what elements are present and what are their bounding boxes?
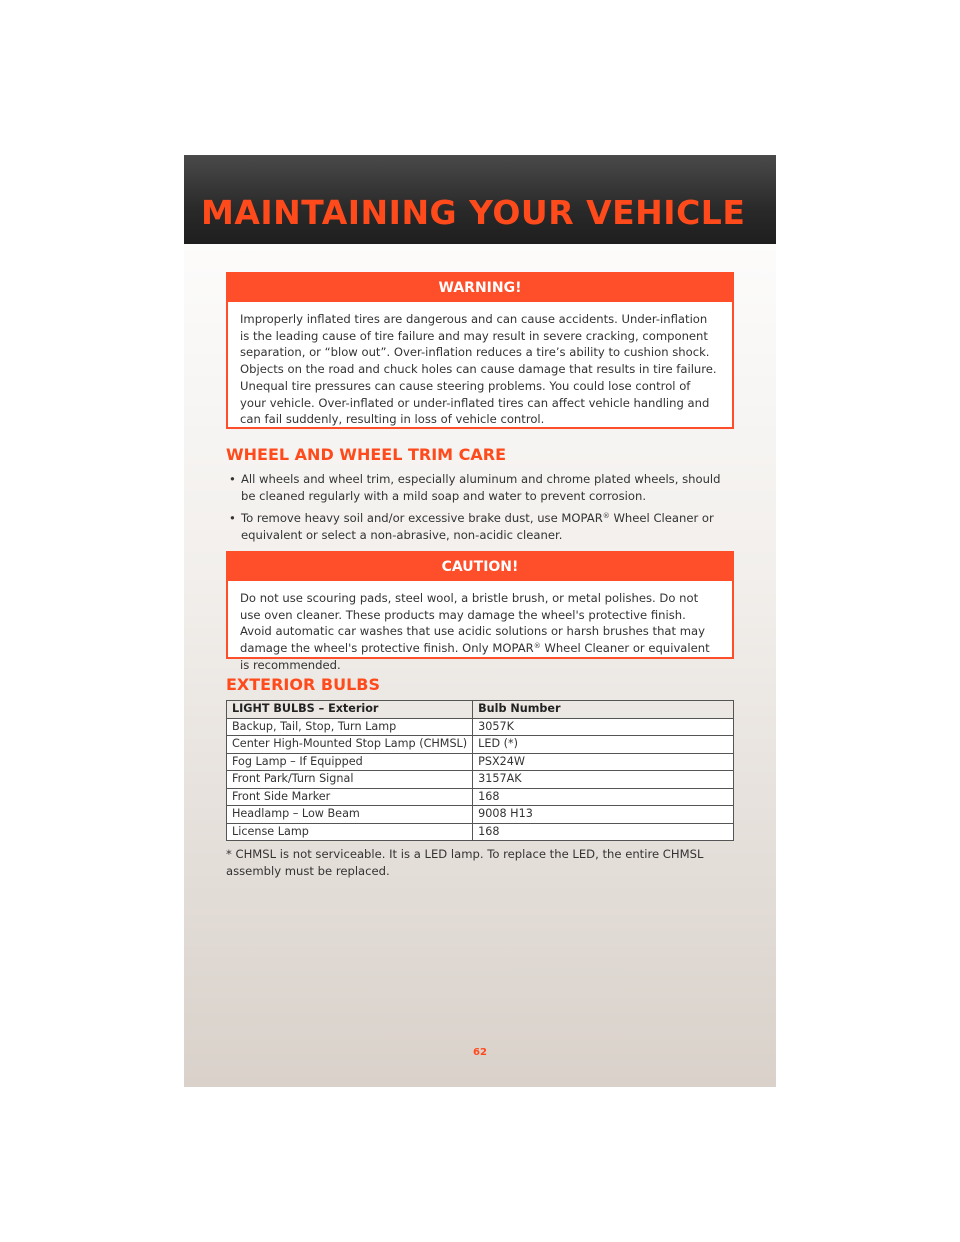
bulb-name-cell: License Lamp bbox=[227, 823, 473, 841]
table-row bbox=[227, 823, 734, 841]
table-row bbox=[227, 788, 734, 806]
chmsl-footnote: * CHMSL is not serviceable. It is a LED lamp. To replace the LED, the entire CHMSL assembly must be replaced. bbox=[226, 847, 704, 878]
caution-heading: CAUTION! bbox=[228, 553, 732, 581]
bulb-table bbox=[226, 700, 734, 841]
wheel-care-list bbox=[226, 471, 736, 549]
bulb-number-cell: PSX24W bbox=[473, 753, 734, 771]
table-row bbox=[227, 771, 734, 789]
caution-box bbox=[226, 551, 734, 672]
column-header-bulb-number: Bulb Number bbox=[473, 701, 734, 719]
caution-text-end: Wheel Cleaner or equivalent is recommended. bbox=[240, 641, 710, 672]
section-header-bar bbox=[184, 155, 776, 244]
list-item-text-start: To remove heavy soil and/or excessive brake dust, use MOPAR bbox=[241, 511, 603, 525]
table-row bbox=[227, 806, 734, 824]
wheel-care-title: WHEEL AND WHEEL TRIM CARE bbox=[226, 445, 507, 464]
bulb-name-cell: Fog Lamp – If Equipped bbox=[227, 753, 473, 771]
table-row bbox=[227, 753, 734, 771]
bullet-icon: • bbox=[229, 511, 236, 525]
page-number: 62 bbox=[473, 1047, 487, 1058]
bulb-name-cell: Front Park/Turn Signal bbox=[227, 771, 473, 789]
registered-mark: ® bbox=[602, 512, 610, 520]
bulb-name-cell: Center High-Mounted Stop Lamp (CHMSL) bbox=[227, 736, 473, 754]
caution-text bbox=[228, 581, 732, 674]
list-item bbox=[226, 510, 736, 543]
registered-mark: ® bbox=[533, 642, 541, 651]
bullet-icon: • bbox=[229, 472, 236, 486]
bulb-number-cell: 9008 H13 bbox=[473, 806, 734, 824]
bulb-number-cell: 3057K bbox=[473, 718, 734, 736]
table-row bbox=[227, 736, 734, 754]
section-title: MAINTAINING YOUR VEHICLE bbox=[201, 193, 746, 232]
caution-text-start: Do not use scouring pads, steel wool, a bristle brush, or metal polishes. Do not use oven cleaner. These products may damage the wheel's protective finish. Avoid automatic car washes that use acidic solutions or harsh brushes that may damage the wheel's protective finish. Only MOPAR bbox=[240, 591, 706, 656]
table-row bbox=[227, 718, 734, 736]
column-header-light-bulbs: LIGHT BULBS – Exterior bbox=[227, 701, 473, 719]
warning-heading: WARNING! bbox=[228, 274, 732, 302]
list-item-text: All wheels and wheel trim, especially aluminum and chrome plated wheels, should be cleaned regularly with a mild soap and water to prevent corrosion. bbox=[241, 472, 721, 503]
bulb-number-cell: 168 bbox=[473, 788, 734, 806]
bulb-number-cell: 168 bbox=[473, 823, 734, 841]
list-item-text-end: Wheel Cleaner or equivalent or select a non-abrasive, non-acidic cleaner. bbox=[241, 511, 714, 542]
bulb-number-cell: LED (*) bbox=[473, 736, 734, 754]
bulb-number-cell: 3157AK bbox=[473, 771, 734, 789]
bulb-name-cell: Backup, Tail, Stop, Turn Lamp bbox=[227, 718, 473, 736]
bulb-name-cell: Front Side Marker bbox=[227, 788, 473, 806]
warning-box bbox=[226, 272, 734, 429]
exterior-bulbs-title: EXTERIOR BULBS bbox=[226, 675, 380, 694]
table-header-row bbox=[227, 701, 734, 719]
list-item bbox=[226, 471, 736, 504]
manual-page bbox=[184, 155, 776, 1087]
bulb-name-cell: Headlamp – Low Beam bbox=[227, 806, 473, 824]
warning-text: Improperly inflated tires are dangerous and can cause accidents. Under-inflation is the leading cause of tire failure and may result in severe cracking, component separation, or “blow out”. Over-inflation reduces a tire’s ability to cushion shock. Objects on the road and chuck holes can cause damage that results in tire failure. Unequal tire pressures can cause steering problems. You could lose control of your vehicle. Over-inflated or under-inflated tires can affect vehicle handling and can fail suddenly, resulting in loss of vehicle control. bbox=[240, 312, 717, 427]
